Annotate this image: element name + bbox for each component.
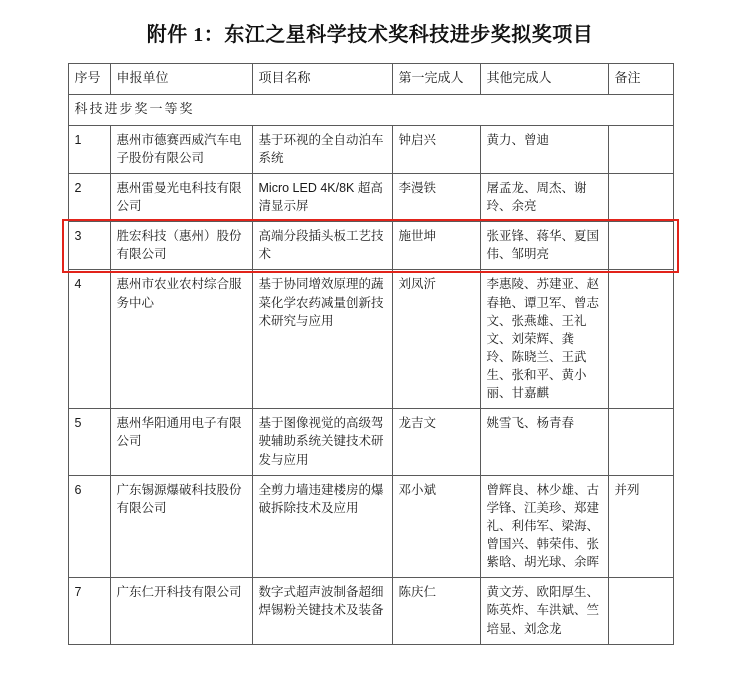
- cell-no: 3: [68, 222, 110, 270]
- column-header-first-contributor: 第一完成人: [392, 64, 480, 95]
- cell-unit: 广东锡源爆破科技股份有限公司: [110, 475, 252, 578]
- cell-project: 全剪力墙违建楼房的爆破拆除技术及应用: [252, 475, 392, 578]
- cell-unit: 惠州雷曼光电科技有限公司: [110, 173, 252, 221]
- cell-other-contributors: 张亚锋、蒋华、夏国伟、邹明亮: [480, 222, 608, 270]
- cell-other-contributors: 李惠陵、苏建亚、赵春艳、谭卫军、曾志文、张燕雄、王礼文、刘荣辉、龚 玲、陈晓兰、王武生、张和平、黄小丽、甘嘉麒: [480, 270, 608, 409]
- cell-first-contributor: 施世坤: [392, 222, 480, 270]
- cell-other-contributors: 屠孟龙、周杰、谢玲、余亮: [480, 173, 608, 221]
- table-row: [68, 578, 673, 644]
- cell-project: 基于环视的全自动泊车系统: [252, 125, 392, 173]
- table-row: [68, 173, 673, 221]
- cell-unit: 胜宏科技（惠州）股份有限公司: [110, 222, 252, 270]
- cell-first-contributor: 陈庆仁: [392, 578, 480, 644]
- cell-note: [608, 173, 673, 221]
- table-row-highlighted: [68, 222, 673, 270]
- cell-note: [608, 125, 673, 173]
- cell-first-contributor: 龙吉文: [392, 409, 480, 475]
- cell-other-contributors: 黄力、曾迪: [480, 125, 608, 173]
- cell-project: 数字式超声波制备超细焊锡粉关键技术及装备: [252, 578, 392, 644]
- cell-first-contributor: 刘凤沂: [392, 270, 480, 409]
- table-row: [68, 475, 673, 578]
- cell-project: Micro LED 4K/8K 超高清显示屏: [252, 173, 392, 221]
- cell-other-contributors: 黄文芳、欧阳厚生、陈英炸、车洪斌、竺培显、刘念龙: [480, 578, 608, 644]
- cell-note: [608, 578, 673, 644]
- cell-note: 并列: [608, 475, 673, 578]
- cell-note: [608, 222, 673, 270]
- cell-unit: 惠州华阳通用电子有限公司: [110, 409, 252, 475]
- cell-first-contributor: 邓小斌: [392, 475, 480, 578]
- cell-project: 基于协同增效原理的蔬菜化学农药减量创新技术研究与应用: [252, 270, 392, 409]
- section-header-row: [68, 94, 673, 125]
- cell-no: 7: [68, 578, 110, 644]
- cell-note: [608, 270, 673, 409]
- cell-other-contributors: 曾辉良、林少雄、古学锋、江美珍、郑建礼、利伟军、梁海、曾国兴、韩荣伟、张紫晗、胡光球、余晖: [480, 475, 608, 578]
- cell-project: 基于图像视觉的高级驾驶辅助系统关键技术研发与应用: [252, 409, 392, 475]
- table-header: [68, 64, 673, 95]
- cell-no: 1: [68, 125, 110, 173]
- award-table: [68, 63, 674, 645]
- section-label: 科技进步奖一等奖: [68, 94, 673, 125]
- cell-note: [608, 409, 673, 475]
- page-title: 附件 1：东江之星科学技术奖科技进步奖拟奖项目: [146, 24, 594, 46]
- column-header-unit: 申报单位: [110, 64, 252, 95]
- table-body: [68, 94, 673, 644]
- column-header-project: 项目名称: [252, 64, 392, 95]
- cell-no: 5: [68, 409, 110, 475]
- cell-no: 6: [68, 475, 110, 578]
- cell-unit: 惠州市德赛西威汽车电子股份有限公司: [110, 125, 252, 173]
- table-row: [68, 409, 673, 475]
- table-header-row: [68, 64, 673, 95]
- cell-unit: 惠州市农业农村综合服务中心: [110, 270, 252, 409]
- cell-first-contributor: 钟启兴: [392, 125, 480, 173]
- cell-no: 2: [68, 173, 110, 221]
- cell-other-contributors: 姚雪飞、杨青春: [480, 409, 608, 475]
- column-header-no: 序号: [68, 64, 110, 95]
- cell-unit: 广东仁开科技有限公司: [110, 578, 252, 644]
- cell-project: 高端分段插头板工艺技术: [252, 222, 392, 270]
- cell-first-contributor: 李漫铁: [392, 173, 480, 221]
- table-row: [68, 125, 673, 173]
- column-header-note: 备注: [608, 64, 673, 95]
- column-header-other-contributors: 其他完成人: [480, 64, 608, 95]
- award-table-wrapper: [68, 63, 673, 645]
- table-row: [68, 270, 673, 409]
- cell-no: 4: [68, 270, 110, 409]
